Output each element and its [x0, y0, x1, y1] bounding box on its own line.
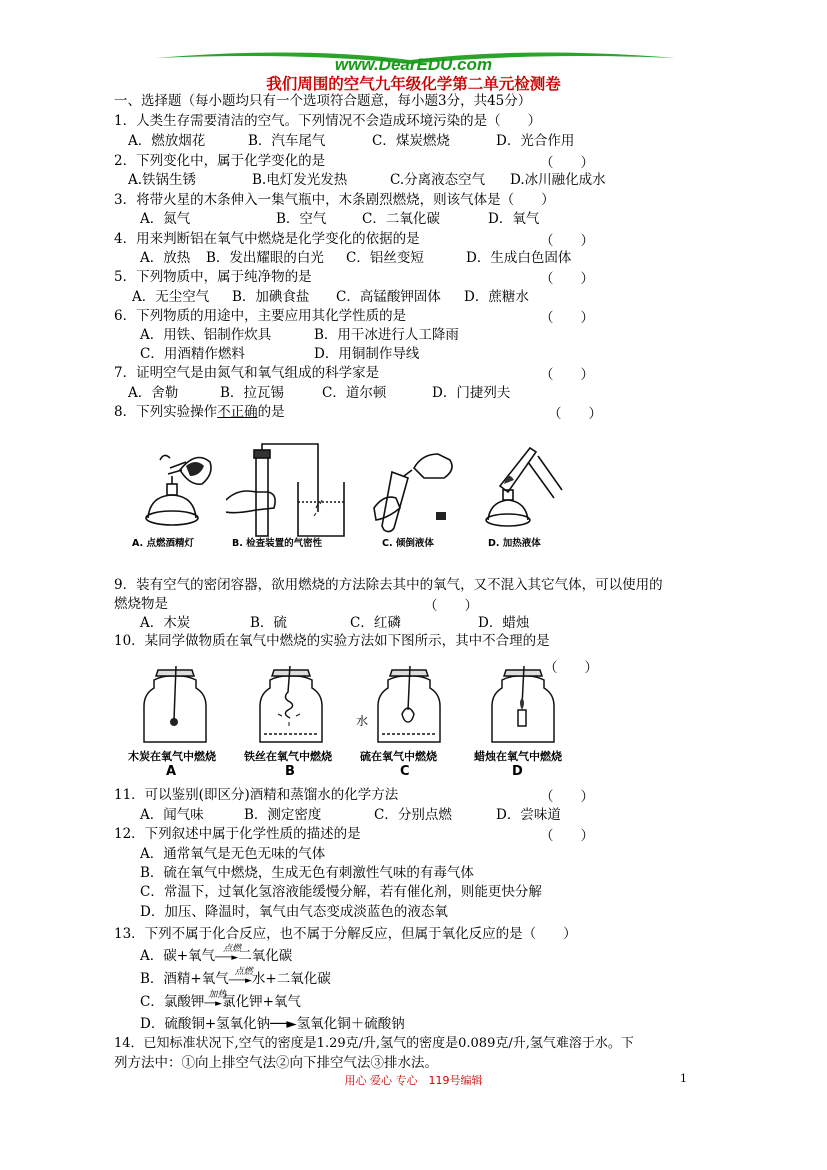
pouring-liquid-figure [364, 448, 464, 538]
q5-bracket: （ ） [540, 271, 594, 287]
jar-a-carbon-figure [140, 662, 210, 744]
q8-caption-d: D. 加热液体 [488, 538, 541, 549]
q12-option-b: B．硫在氧气中燃烧，生成无色有刺激性气味的有毒气体 [140, 865, 474, 881]
q11-stem: 11．可以鉴别(即区分)酒精和蒸馏水的化学方法 [114, 787, 399, 803]
q8-caption-b: B. 检查装置的气密性 [232, 538, 323, 549]
q13-option-d: D．硫酸铜+氢氧化钠──►氢氧化铜＋硫酸钠 [140, 1016, 405, 1032]
q14-stem-line1: 14．已知标准状况下,空气的密度是1.29克/升,氢气的密度是0.089克/升,氢气难溶于水。下 [114, 1036, 634, 1051]
alcohol-lamp-lighting-figure [130, 440, 220, 540]
q6-stem: 6．下列物质的用途中，主要应用其化学性质的是 [114, 308, 407, 324]
q10-caption-b: 铁丝在氧气中燃烧 [244, 750, 332, 763]
q1-stem: 1．人类生存需要清洁的空气。下列情况不会造成环境污染的是（ ） [114, 113, 542, 129]
page-title: 我们周围的空气九年级化学第二单元检测卷 [266, 75, 561, 93]
q10-stem: 10．某同学做物质在氧气中燃烧的实验方法如下图所示，其中不合理的是 [114, 633, 550, 649]
q8-caption-a: A. 点燃酒精灯 [132, 538, 194, 549]
q10-water-label: 水 [356, 714, 369, 728]
jar-c-sulfur-figure [374, 662, 444, 744]
q13-option-c: C．氯酸钾 加热 ──►氯化钾+氧气 [140, 993, 301, 1013]
q8-underline-text: 不正确 [217, 404, 258, 420]
q9-bracket: （ ） [424, 598, 478, 614]
q8-bracket: （ ） [548, 406, 602, 422]
q2-stem: 2．下列变化中，属于化学变化的是 [114, 153, 326, 169]
q5-stem: 5．下列物质中，属于纯净物的是 [114, 269, 312, 285]
q7-stem: 7．证明空气是由氮气和氧气组成的科学家是 [114, 365, 380, 381]
q10-letter-b: B [285, 764, 295, 779]
q8-caption-c: C. 倾倒液体 [382, 538, 434, 549]
q12-bracket: （ ） [540, 828, 594, 844]
q10-caption-a: 木炭在氧气中燃烧 [128, 750, 216, 763]
q10-letter-d: D [512, 764, 523, 779]
reaction-arrow-icon: 点燃 ───► [215, 944, 242, 963]
q4-bracket: （ ） [540, 233, 594, 249]
section-heading: 一、选择题（每小题均只有一个选项符合题意，每小题3分，共45分） [114, 93, 532, 109]
site-banner: www.DearEDU.com [334, 55, 493, 74]
page-footer: 用心 爱心 专心 119号编辑 [344, 1074, 483, 1087]
reaction-arrow-icon: 点燃 ───► [228, 967, 253, 986]
q12-option-d: D．加压、降温时，氧气由气态变成淡蓝色的液态氧 [140, 904, 448, 920]
q8-stem: 8．下列实验操作不正确的是 [114, 404, 285, 420]
q7-bracket: （ ） [540, 367, 594, 383]
q3-stem: 3．将带火星的木条伸入一集气瓶中，木条剧烈燃烧，则该气体是（ ） [114, 192, 555, 208]
q13-stem: 13．下列不属于化合反应，也不属于分解反应，但属于氧化反应的是（ ） [114, 926, 577, 942]
q10-caption-d: 蜡烛在氧气中燃烧 [474, 750, 562, 763]
q4-stem: 4．用来判断铝在氧气中燃烧是化学变化的依据的是 [114, 231, 420, 247]
q12-stem: 12．下列叙述中属于化学性质的描述的是 [114, 826, 361, 842]
q9-stem-line2: 燃烧物是 [114, 596, 168, 612]
jar-d-candle-figure [488, 662, 558, 744]
q12-option-c: C．常温下，过氧化氢溶液能缓慢分解，若有催化剂，则能更快分解 [140, 884, 542, 900]
q11-bracket: （ ） [540, 789, 594, 805]
q10-caption-c: 硫在氧气中燃烧 [360, 750, 437, 763]
q13-option-b: B．酒精+氧气 点燃 ───►水+二氧化碳 [140, 970, 331, 990]
page-number: 1 [680, 1072, 687, 1085]
q14-stem-line2: 列方法中：①向上排空气法②向下排空气法③排水法。 [114, 1055, 438, 1071]
q12-option-a: A．通常氧气是无色无味的气体 [140, 846, 326, 862]
q10-bracket: （ ） [544, 660, 598, 676]
q10-letter-c: C [400, 764, 410, 779]
airtightness-check-figure [226, 442, 356, 542]
q9-stem-line1: 9．装有空气的密闭容器，欲用燃烧的方法除去其中的氧气，又不混入其它气体，可以使用的 [114, 577, 663, 593]
reaction-arrow-icon: 加热 ──► [204, 990, 227, 1009]
q13-option-a: A．碳+氧气 点燃 ───►二氧化碳 [140, 947, 292, 967]
q6-bracket: （ ） [540, 310, 594, 326]
q10-letter-a: A [166, 764, 177, 779]
q2-bracket: （ ） [540, 155, 594, 171]
jar-b-iron-figure [256, 662, 326, 744]
heating-liquid-figure [478, 440, 568, 540]
